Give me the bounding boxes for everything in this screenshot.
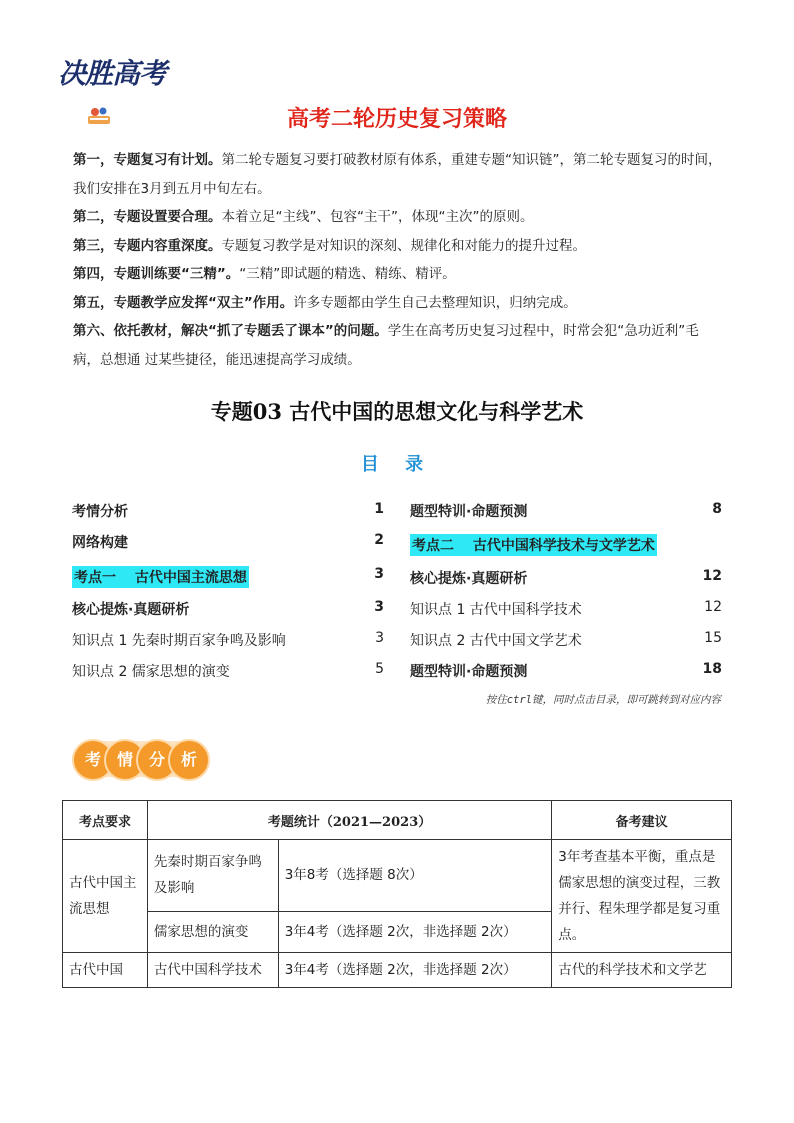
toc-entry-label: 考情分析 — [72, 504, 128, 520]
toc-entry[interactable] — [72, 501, 384, 523]
strategy-item — [73, 146, 723, 203]
strategy-body: 第二轮专题复习要打破教材原有体系，重建专题“知识链”，第二轮专题复习的时间，我们安排在3月到五月中旬左右。 — [73, 152, 722, 197]
strategy-body: 本着立足“主线”、包容“主干”，体现“主次”的原则。 — [221, 209, 534, 225]
table-cell-item: 儒家思想的演变 — [147, 911, 278, 952]
badge-char: 考 — [72, 739, 114, 781]
table-cell-item: 先秦时期百家争鸣及影响 — [147, 840, 278, 912]
logo-text: 决胜高考 — [58, 57, 167, 90]
toc-entry-label: 题型特训·命题预测 — [410, 664, 528, 680]
table-cell-advice: 3年考查基本平衡，重点是儒家思想的演变过程，三教并行、程朱理学都是复习重点。 — [552, 840, 732, 953]
toc-entry-page: 8 — [712, 501, 722, 517]
toc-entry-label: 知识点 2 儒家思想的演变 — [72, 664, 230, 680]
toc-entry[interactable] — [72, 566, 384, 588]
toc-entry-page: 1 — [374, 501, 384, 517]
table-header: 考题统计（2021—2023） — [147, 801, 551, 840]
toc-entry[interactable] — [72, 630, 384, 652]
toc-entry-page: 15 — [704, 630, 722, 646]
strategy-list — [73, 146, 723, 374]
toc-entry[interactable] — [410, 534, 722, 556]
strategy-body: “三精”即试题的精选、精练、精评。 — [239, 266, 456, 282]
toc-entry-page: 2 — [374, 532, 384, 548]
table-cell-topic: 古代中国主流思想 — [63, 840, 148, 953]
toc-entry-label: 核心提炼·真题研析 — [410, 571, 528, 587]
toc-entry-page: 3 — [375, 630, 384, 646]
strategy-item — [73, 203, 723, 232]
strategy-lead: 第一，专题复习有计划。 — [73, 152, 222, 168]
toc-entry[interactable] — [72, 532, 384, 554]
toc-entry-label: 考点二 古代中国科学技术与文学艺术 — [410, 534, 657, 556]
strategy-body: 专题复习教学是对知识的深刻、规律化和对能力的提升过程。 — [221, 237, 586, 254]
badge-char: 情 — [104, 739, 146, 781]
badge-char: 析 — [168, 739, 210, 781]
table-cell-item: 古代中国科学技术 — [147, 953, 278, 988]
toc-entry-page: 3 — [374, 599, 384, 615]
badge-char: 分 — [136, 739, 178, 781]
table-cell-stats: 3年8考（选择题 8次） — [278, 840, 552, 912]
toc-entry[interactable] — [410, 501, 722, 523]
toc-entry[interactable] — [410, 630, 722, 652]
strategy-item — [73, 317, 723, 374]
toc-entry[interactable] — [410, 661, 722, 683]
toc-entry-label: 网络构建 — [72, 535, 128, 551]
table-cell-stats: 3年4考（选择题 2次，非选择题 2次） — [278, 953, 552, 988]
toc-navigation-hint: 按住ctrl键，同时点击目录，即可跳转到对应内容 — [485, 694, 721, 706]
table-cell-stats: 3年4考（选择题 2次，非选择题 2次） — [278, 911, 552, 952]
table-header: 备考建议 — [552, 801, 732, 840]
topic-title: 专题03 古代中国的思想文化与科学艺术 — [210, 399, 584, 424]
strategy-lead: 第三，专题内容重深度。 — [73, 237, 222, 254]
strategy-lead: 第四，专题训练要“三精”。 — [73, 266, 240, 282]
toc-entry-page: 18 — [702, 661, 722, 677]
table-row — [63, 840, 732, 912]
toc-entry[interactable] — [410, 568, 722, 590]
table-cell-topic: 古代中国 — [63, 953, 148, 988]
strategy-body: 许多专题都由学生自己去整理知识，归纳完成。 — [293, 294, 577, 311]
strategy-lead: 第六、依托教材，解决“抓了专题丢了课本”的问题。 — [73, 323, 388, 339]
strategy-item — [73, 232, 723, 261]
section-badge-exam-analysis — [72, 737, 206, 781]
strategy-body: 学生在高考历史复习过程中，时常会犯“急功近利”毛病，总想通 过某些捷径，能迅速提高学习成绩。 — [73, 323, 699, 368]
toc-entry-page: 12 — [704, 599, 722, 615]
toc-entry-label: 题型特训·命题预测 — [410, 504, 528, 520]
toc-entry-label: 核心提炼·真题研析 — [72, 602, 190, 618]
toc-entry-page: 5 — [375, 661, 384, 677]
toc-entry-page: 12 — [702, 568, 722, 584]
strategy-lead: 第五，专题教学应发挥“双主”作用。 — [73, 294, 294, 311]
table-header-row — [63, 801, 732, 840]
toc-entry-page: 3 — [374, 566, 384, 582]
table-row — [63, 953, 732, 988]
toc-entry[interactable] — [410, 599, 722, 621]
strategy-lead: 第二，专题设置要合理。 — [73, 209, 222, 225]
toc-entry-label: 知识点 1 古代中国科学技术 — [410, 602, 582, 618]
toc-entry[interactable] — [72, 599, 384, 621]
toc-entry-label: 考点一 古代中国主流思想 — [72, 566, 249, 588]
strategy-item — [73, 260, 723, 289]
table-header: 考点要求 — [63, 801, 148, 840]
main-title: 高考二轮历史复习策略 — [286, 107, 507, 132]
exam-stats-table — [62, 800, 732, 988]
toc-title: 目 录 — [360, 454, 434, 475]
table-cell-advice: 古代的科学技术和文学艺 — [552, 953, 732, 988]
toc-entry-label: 知识点 1 先秦时期百家争鸣及影响 — [72, 633, 286, 649]
strategy-item — [73, 289, 723, 318]
toc-entry-label: 知识点 2 古代中国文学艺术 — [410, 633, 582, 649]
toc-entry[interactable] — [72, 661, 384, 683]
